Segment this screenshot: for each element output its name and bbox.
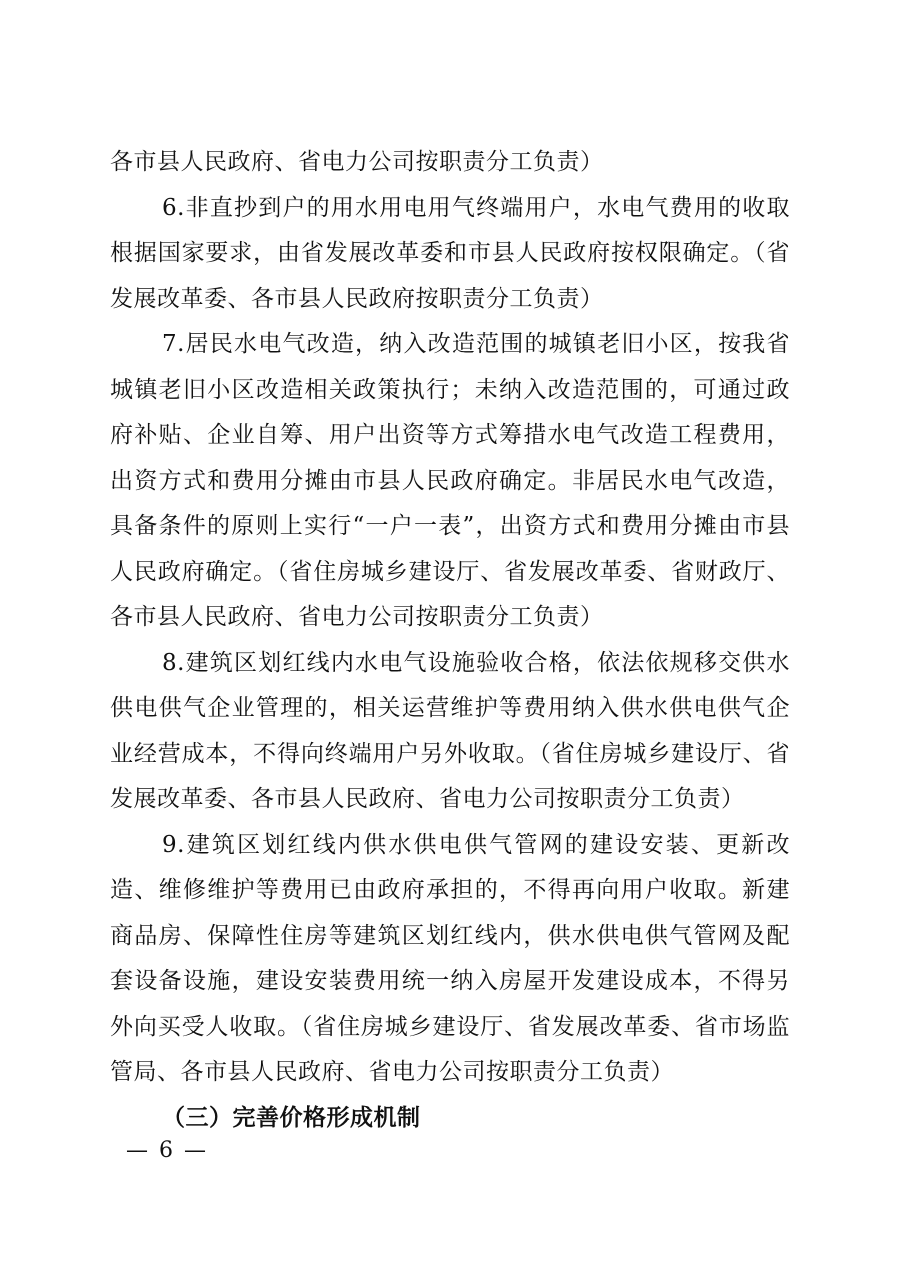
paragraph-item-9: 9.建筑区划红线内供水供电供气管网的建设安装、更新改造、维修维护等费用已由政府承担的，不得再向用户收取。新建商品房、保障性住房等建筑区划红线内，供水供电供气管网及配套设备设施，建设安装费用统一纳入房屋开发建设成本，不得另外向买受人收取。（省住房城乡建设厅、省发展改革委、省市场监管局、各市县人民政府、省电力公司按职责分工负责）: [110, 831, 790, 1085]
page-number: — 6 —: [126, 1138, 208, 1163]
section-heading: （三）完善价格形成机制: [162, 1104, 421, 1131]
paragraph-item-6: 6.非直抄到户的用水用电用气终端用户，水电气费用的收取根据国家要求，由省发展改革委和市县人民政府按权限确定。（省发展改革委、各市县人民政府按职责分工负责）: [110, 194, 790, 312]
document-body: [110, 140, 790, 1141]
paragraph-continuation: 各市县人民政府、省电力公司按职责分工负责）: [110, 149, 604, 175]
paragraph-item-8: 8.建筑区划红线内水电气设施验收合格，依法依规移交供水供电供气企业管理的，相关运营维护等费用纳入供水供电供气企业经营成本，不得向终端用户另外收取。（省住房城乡建设厅、省发展改革委、各市县人民政府、省电力公司按职责分工负责）: [110, 649, 790, 812]
paragraph-item-7: 7.居民水电气改造，纳入改造范围的城镇老旧小区，按我省城镇老旧小区改造相关政策执行；未纳入改造范围的，可通过政府补贴、企业自筹、用户出资等方式筹措水电气改造工程费用，出资方式和费用分摊由市县人民政府确定。非居民水电气改造，具备条件的原则上实行“一户一表”，出资方式和费用分摊由市县人民政府确定。（省住房城乡建设厅、省发展改革委、省财政厅、各市县人民政府、省电力公司按职责分工负责）: [110, 331, 790, 630]
